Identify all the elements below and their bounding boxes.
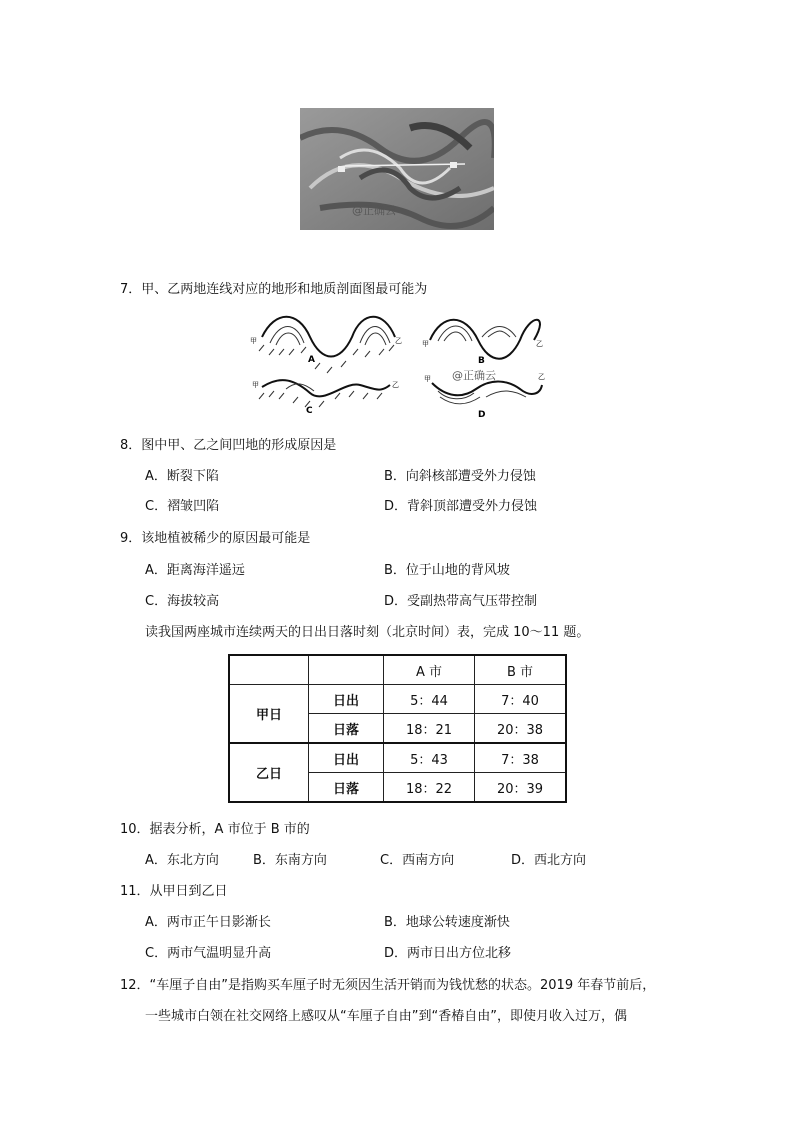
q9-option-b: B．位于山地的背风坡 — [384, 563, 510, 578]
q10-option-d: D．西北方向 — [511, 853, 587, 868]
profile-b-label: B — [478, 356, 485, 366]
day-label: 甲日 — [229, 685, 309, 744]
q10-option-c: C．西南方向 — [380, 853, 455, 868]
table-row — [229, 743, 566, 773]
profile-a-yi: 乙 — [395, 337, 402, 345]
profile-diagrams — [250, 305, 560, 420]
row-label: 日出 — [309, 685, 384, 714]
q11-option-d: D．两市日出方位北移 — [384, 946, 512, 961]
photo-watermark: @正确云 — [352, 204, 396, 217]
terrain-photo — [300, 108, 494, 230]
q12-line2: 一些城市白领在社交网络上感叹从“车厘子自由”到“香椿自由”，即使月收入过万，偶 — [145, 1009, 627, 1024]
q11-option-c: C．两市气温明显升高 — [145, 946, 272, 961]
q9-stem: 9．该地植被稀少的原因最可能是 — [120, 531, 311, 546]
day-label: 乙日 — [229, 743, 309, 802]
diagram-watermark: @正确云 — [452, 369, 496, 382]
q11-option-b: B．地球公转速度渐快 — [384, 915, 510, 930]
table-row — [229, 685, 566, 714]
terrain-photo-graphic — [300, 108, 494, 230]
q7-stem: 7．甲、乙两地连线对应的地形和地质剖面图最可能为 — [120, 282, 428, 297]
profile-c-jia: 甲 — [252, 381, 259, 389]
table-intro: 读我国两座城市连续两天的日出日落时刻（北京时间）表，完成 10～11 题。 — [145, 625, 590, 640]
table-header-row — [229, 655, 566, 685]
profile-a-surface — [262, 317, 395, 357]
table-corner — [229, 655, 309, 685]
profile-c-surface — [262, 380, 390, 396]
table-corner-2 — [309, 655, 384, 685]
cell-a: 5：43 — [384, 743, 475, 773]
profile-d-jia: 甲 — [424, 375, 431, 383]
profile-b-surface — [430, 320, 540, 359]
sunrise-sunset-table — [228, 654, 567, 803]
q12-line1: 12．“车厘子自由”是指购买车厘子时无须因生活开销而为钱忧愁的状态。2019 年春节前后， — [120, 978, 656, 993]
header-city-b: B 市 — [475, 655, 567, 685]
q10-option-b: B．东南方向 — [253, 853, 327, 868]
q10-stem: 10．据表分析，A 市位于 B 市的 — [120, 822, 310, 837]
profile-a-label: A — [308, 355, 315, 365]
q8-option-d: D．背斜顶部遭受外力侵蚀 — [384, 499, 538, 514]
q8-option-a: A．断裂下陷 — [145, 469, 219, 484]
row-label: 日出 — [309, 743, 384, 773]
header-city-a: A 市 — [384, 655, 475, 685]
q11-stem: 11．从甲日到乙日 — [120, 884, 228, 899]
q9-option-c: C．海拔较高 — [145, 594, 220, 609]
q11-option-a: A．两市正午日影渐长 — [145, 915, 271, 930]
cell-a: 18：22 — [384, 773, 475, 803]
profile-d-surface — [432, 382, 542, 396]
profile-b-yi: 乙 — [536, 340, 543, 348]
q8-option-b: B．向斜核部遭受外力侵蚀 — [384, 469, 536, 484]
q8-option-c: C．褶皱凹陷 — [145, 499, 220, 514]
profile-c-yi: 乙 — [392, 381, 399, 389]
q8-stem: 8．图中甲、乙之间凹地的形成原因是 — [120, 438, 337, 453]
q9-option-a: A．距离海洋遥远 — [145, 563, 245, 578]
cell-b: 20：39 — [475, 773, 567, 803]
q10-option-a: A．东北方向 — [145, 853, 219, 868]
row-label: 日落 — [309, 773, 384, 803]
row-label: 日落 — [309, 714, 384, 744]
profile-a-jia: 甲 — [250, 337, 257, 345]
cell-b: 20：38 — [475, 714, 567, 744]
cell-b: 7：38 — [475, 743, 567, 773]
profile-b-jia: 甲 — [422, 340, 429, 348]
profile-d-label: D — [478, 410, 486, 420]
cell-b: 7：40 — [475, 685, 567, 714]
profile-c-label: C — [306, 406, 313, 416]
cell-a: 5：44 — [384, 685, 475, 714]
profile-d-yi: 乙 — [538, 373, 545, 381]
q9-option-d: D．受副热带高气压带控制 — [384, 594, 538, 609]
cell-a: 18：21 — [384, 714, 475, 744]
